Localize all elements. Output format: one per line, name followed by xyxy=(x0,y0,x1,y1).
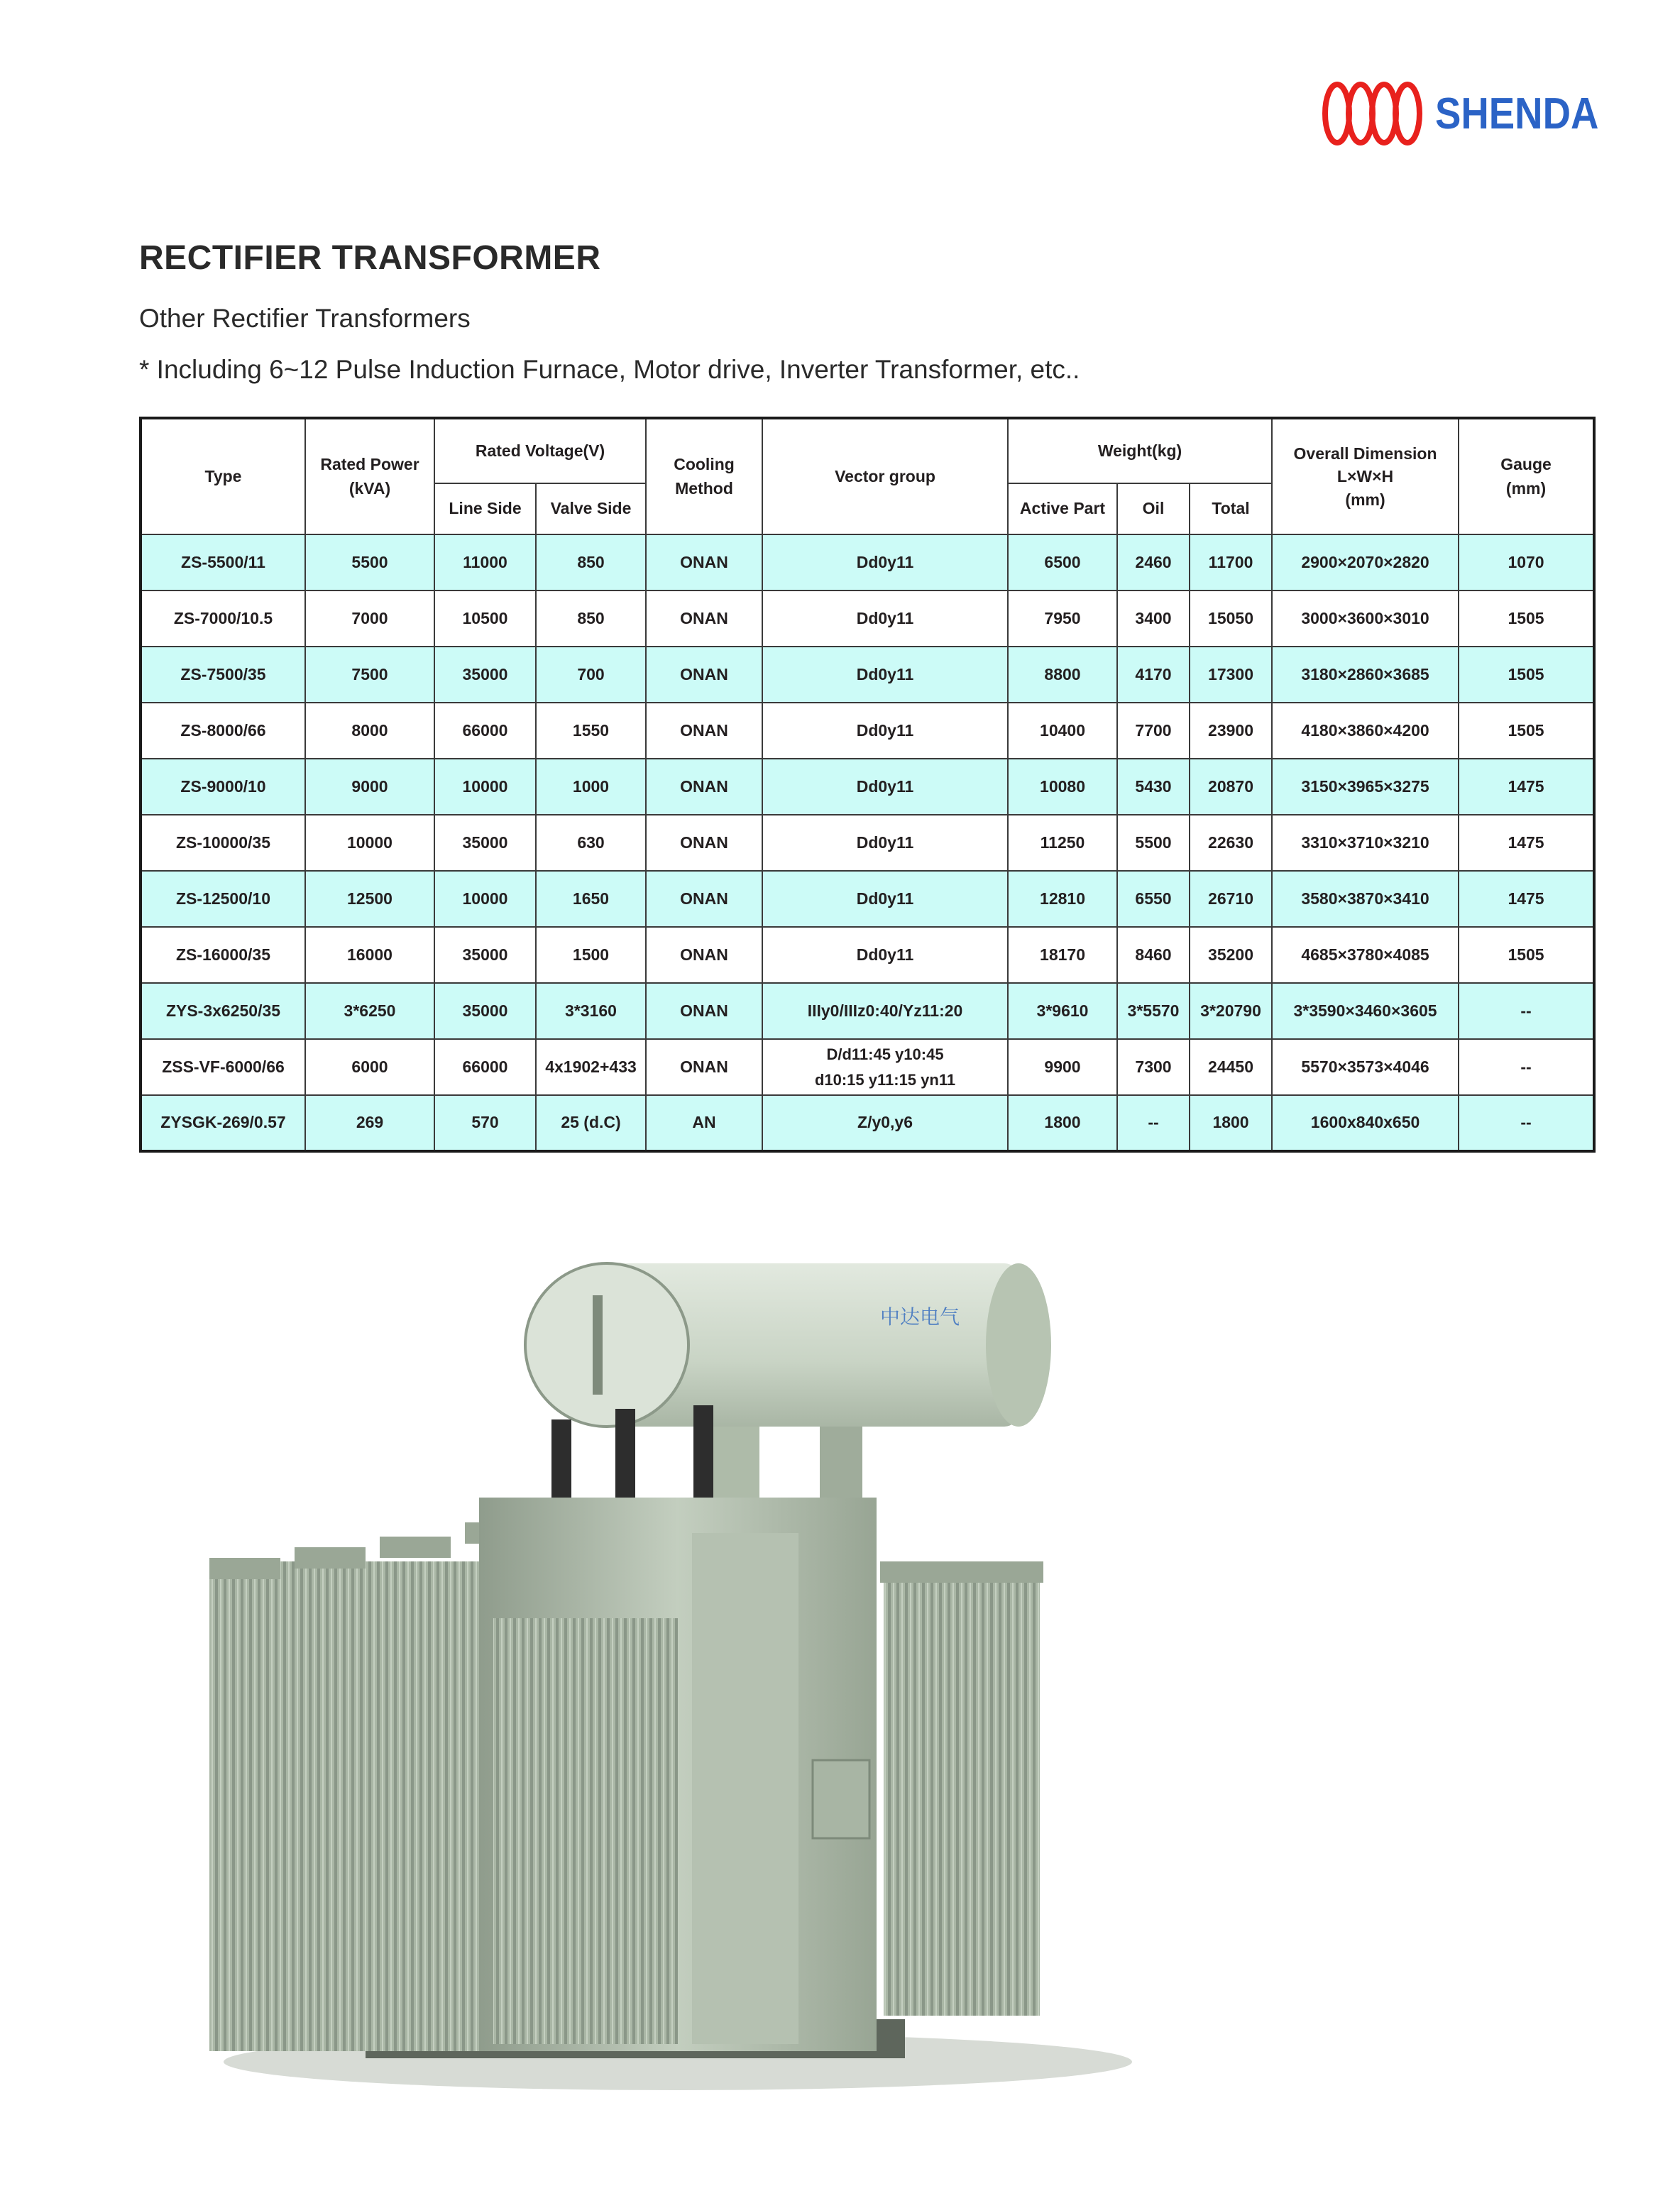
cell-vector-group: Dd0y11 xyxy=(762,703,1008,759)
cell-overall-dimension: 3580×3870×3410 xyxy=(1272,871,1459,927)
cell-oil: 5430 xyxy=(1117,759,1190,815)
cell-line-side: 11000 xyxy=(434,534,536,591)
cell-overall-dimension: 3180×2860×3685 xyxy=(1272,647,1459,703)
cell-active-part: 6500 xyxy=(1008,534,1117,591)
table-row xyxy=(141,703,1594,759)
cell-total: 17300 xyxy=(1190,647,1272,703)
cell-line-side: 570 xyxy=(434,1095,536,1151)
cell-gauge: 1505 xyxy=(1459,703,1594,759)
cell-gauge: 1475 xyxy=(1459,815,1594,871)
cell-gauge: 1505 xyxy=(1459,927,1594,983)
header-vector-group: Vector group xyxy=(762,418,1008,534)
cell-vector-group: Dd0y11 xyxy=(762,815,1008,871)
page-subtitle: Other Rectifier Transformers xyxy=(139,304,471,333)
cell-cooling-method: ONAN xyxy=(646,815,762,871)
header-overall-dimension: Overall Dimension L×W×H (mm) xyxy=(1272,418,1459,534)
table-row xyxy=(141,927,1594,983)
cell-cooling-method: ONAN xyxy=(646,983,762,1039)
cell-cooling-method: ONAN xyxy=(646,534,762,591)
table-body xyxy=(141,534,1594,1151)
cell-vector-group: Z/y0,y6 xyxy=(762,1095,1008,1151)
table-row xyxy=(141,983,1594,1039)
cell-cooling-method: ONAN xyxy=(646,647,762,703)
cell-type: ZS-5500/11 xyxy=(141,534,305,591)
cell-valve-side: 1550 xyxy=(536,703,646,759)
page-title: RECTIFIER TRANSFORMER xyxy=(139,239,601,277)
header-total: Total xyxy=(1190,483,1272,534)
header-valve-side: Valve Side xyxy=(536,483,646,534)
cell-type: ZS-10000/35 xyxy=(141,815,305,871)
cell-total: 15050 xyxy=(1190,591,1272,647)
cell-line-side: 66000 xyxy=(434,703,536,759)
cell-overall-dimension: 3000×3600×3010 xyxy=(1272,591,1459,647)
transformer-photo xyxy=(181,1164,1171,2101)
cell-valve-side: 850 xyxy=(536,591,646,647)
cell-gauge: -- xyxy=(1459,983,1594,1039)
cell-vector-group: Dd0y11 xyxy=(762,759,1008,815)
cell-rated-power: 5500 xyxy=(305,534,434,591)
header-weight: Weight(kg) xyxy=(1008,418,1272,483)
cell-cooling-method: ONAN xyxy=(646,1039,762,1095)
cell-gauge: 1070 xyxy=(1459,534,1594,591)
cell-valve-side: 1500 xyxy=(536,927,646,983)
cell-vector-group: Dd0y11 xyxy=(762,647,1008,703)
cell-type: ZS-9000/10 xyxy=(141,759,305,815)
cell-type: ZYSGK-269/0.57 xyxy=(141,1095,305,1151)
cell-oil: 3400 xyxy=(1117,591,1190,647)
cell-overall-dimension: 1600x840x650 xyxy=(1272,1095,1459,1151)
cell-total: 22630 xyxy=(1190,815,1272,871)
cell-vector-group: Dd0y11 xyxy=(762,534,1008,591)
cell-oil: 4170 xyxy=(1117,647,1190,703)
cell-rated-power: 269 xyxy=(305,1095,434,1151)
cell-line-side: 35000 xyxy=(434,647,536,703)
cell-line-side: 10000 xyxy=(434,871,536,927)
cell-gauge: -- xyxy=(1459,1095,1594,1151)
cell-active-part: 8800 xyxy=(1008,647,1117,703)
cell-oil: 2460 xyxy=(1117,534,1190,591)
cell-rated-power: 12500 xyxy=(305,871,434,927)
cell-active-part: 12810 xyxy=(1008,871,1117,927)
cell-overall-dimension: 4685×3780×4085 xyxy=(1272,927,1459,983)
cell-vector-group: Dd0y11 xyxy=(762,591,1008,647)
table-row xyxy=(141,871,1594,927)
cell-type: ZYS-3x6250/35 xyxy=(141,983,305,1039)
header-cooling-method: Cooling Method xyxy=(646,418,762,534)
cell-total: 20870 xyxy=(1190,759,1272,815)
header-gauge: Gauge (mm) xyxy=(1459,418,1594,534)
cell-rated-power: 8000 xyxy=(305,703,434,759)
cell-overall-dimension: 2900×2070×2820 xyxy=(1272,534,1459,591)
cell-total: 35200 xyxy=(1190,927,1272,983)
header-type: Type xyxy=(141,418,305,534)
table-row xyxy=(141,1039,1594,1095)
cell-valve-side: 1650 xyxy=(536,871,646,927)
header-rated-power: Rated Power (kVA) xyxy=(305,418,434,534)
cell-total: 24450 xyxy=(1190,1039,1272,1095)
table-row xyxy=(141,591,1594,647)
cell-oil: 6550 xyxy=(1117,871,1190,927)
cell-overall-dimension: 3*3590×3460×3605 xyxy=(1272,983,1459,1039)
cell-gauge: 1475 xyxy=(1459,759,1594,815)
table-row xyxy=(141,815,1594,871)
cell-line-side: 35000 xyxy=(434,815,536,871)
table-row xyxy=(141,534,1594,591)
table-row xyxy=(141,1095,1594,1151)
cell-gauge: -- xyxy=(1459,1039,1594,1095)
header-rated-voltage: Rated Voltage(V) xyxy=(434,418,646,483)
cell-valve-side: 850 xyxy=(536,534,646,591)
cell-line-side: 10000 xyxy=(434,759,536,815)
cell-oil: 3*5570 xyxy=(1117,983,1190,1039)
cell-valve-side: 630 xyxy=(536,815,646,871)
cell-overall-dimension: 3310×3710×3210 xyxy=(1272,815,1459,871)
cell-cooling-method: AN xyxy=(646,1095,762,1151)
brand-logo xyxy=(1322,79,1621,148)
cell-type: ZS-8000/66 xyxy=(141,703,305,759)
cell-rated-power: 16000 xyxy=(305,927,434,983)
cell-vector-group: D/d11:45 y10:45 d10:15 y11:15 yn11 xyxy=(762,1039,1008,1095)
cell-line-side: 66000 xyxy=(434,1039,536,1095)
cell-cooling-method: ONAN xyxy=(646,871,762,927)
cell-active-part: 7950 xyxy=(1008,591,1117,647)
cell-type: ZS-16000/35 xyxy=(141,927,305,983)
table-row xyxy=(141,759,1594,815)
cell-type: ZSS-VF-6000/66 xyxy=(141,1039,305,1095)
cell-overall-dimension: 4180×3860×4200 xyxy=(1272,703,1459,759)
page-note: * Including 6~12 Pulse Induction Furnace, Motor drive, Inverter Transformer, etc.. xyxy=(139,355,1080,384)
cell-oil: 7300 xyxy=(1117,1039,1190,1095)
cell-vector-group: Dd0y11 xyxy=(762,871,1008,927)
cell-active-part: 18170 xyxy=(1008,927,1117,983)
cell-total: 11700 xyxy=(1190,534,1272,591)
cell-type: ZS-7500/35 xyxy=(141,647,305,703)
cell-valve-side: 3*3160 xyxy=(536,983,646,1039)
cell-oil: 5500 xyxy=(1117,815,1190,871)
cell-total: 3*20790 xyxy=(1190,983,1272,1039)
cell-total: 23900 xyxy=(1190,703,1272,759)
cell-active-part: 9900 xyxy=(1008,1039,1117,1095)
cell-overall-dimension: 3150×3965×3275 xyxy=(1272,759,1459,815)
cell-rated-power: 7500 xyxy=(305,647,434,703)
header-oil: Oil xyxy=(1117,483,1190,534)
cell-type: ZS-7000/10.5 xyxy=(141,591,305,647)
cell-oil: 7700 xyxy=(1117,703,1190,759)
cell-line-side: 10500 xyxy=(434,591,536,647)
cell-vector-group: Dd0y11 xyxy=(762,927,1008,983)
cell-active-part: 11250 xyxy=(1008,815,1117,871)
cell-gauge: 1505 xyxy=(1459,591,1594,647)
cell-valve-side: 4x1902+433 xyxy=(536,1039,646,1095)
cell-line-side: 35000 xyxy=(434,927,536,983)
header-active-part: Active Part xyxy=(1008,483,1117,534)
cell-rated-power: 9000 xyxy=(305,759,434,815)
header-line-side: Line Side xyxy=(434,483,536,534)
cell-cooling-method: ONAN xyxy=(646,703,762,759)
cell-gauge: 1475 xyxy=(1459,871,1594,927)
table-header-row xyxy=(141,418,1594,483)
cell-oil: -- xyxy=(1117,1095,1190,1151)
cell-cooling-method: ONAN xyxy=(646,927,762,983)
cell-valve-side: 1000 xyxy=(536,759,646,815)
cell-active-part: 10400 xyxy=(1008,703,1117,759)
shenda-rings-icon xyxy=(1322,79,1428,148)
brand-name: SHENDA xyxy=(1435,89,1599,138)
table-row xyxy=(141,647,1594,703)
cell-rated-power: 10000 xyxy=(305,815,434,871)
svg-text:中达电气: 中达电气 xyxy=(880,1305,960,1329)
cell-rated-power: 6000 xyxy=(305,1039,434,1095)
cell-oil: 8460 xyxy=(1117,927,1190,983)
cell-rated-power: 7000 xyxy=(305,591,434,647)
cell-active-part: 1800 xyxy=(1008,1095,1117,1151)
cell-cooling-method: ONAN xyxy=(646,591,762,647)
cell-gauge: 1505 xyxy=(1459,647,1594,703)
cell-active-part: 3*9610 xyxy=(1008,983,1117,1039)
cell-rated-power: 3*6250 xyxy=(305,983,434,1039)
cell-vector-group: IIIy0/IIIz0:40/Yz11:20 xyxy=(762,983,1008,1039)
cell-overall-dimension: 5570×3573×4046 xyxy=(1272,1039,1459,1095)
spec-table xyxy=(139,417,1596,1153)
cell-line-side: 35000 xyxy=(434,983,536,1039)
cell-total: 26710 xyxy=(1190,871,1272,927)
cell-cooling-method: ONAN xyxy=(646,759,762,815)
cell-valve-side: 25 (d.C) xyxy=(536,1095,646,1151)
cell-valve-side: 700 xyxy=(536,647,646,703)
cell-total: 1800 xyxy=(1190,1095,1272,1151)
cell-type: ZS-12500/10 xyxy=(141,871,305,927)
cell-active-part: 10080 xyxy=(1008,759,1117,815)
